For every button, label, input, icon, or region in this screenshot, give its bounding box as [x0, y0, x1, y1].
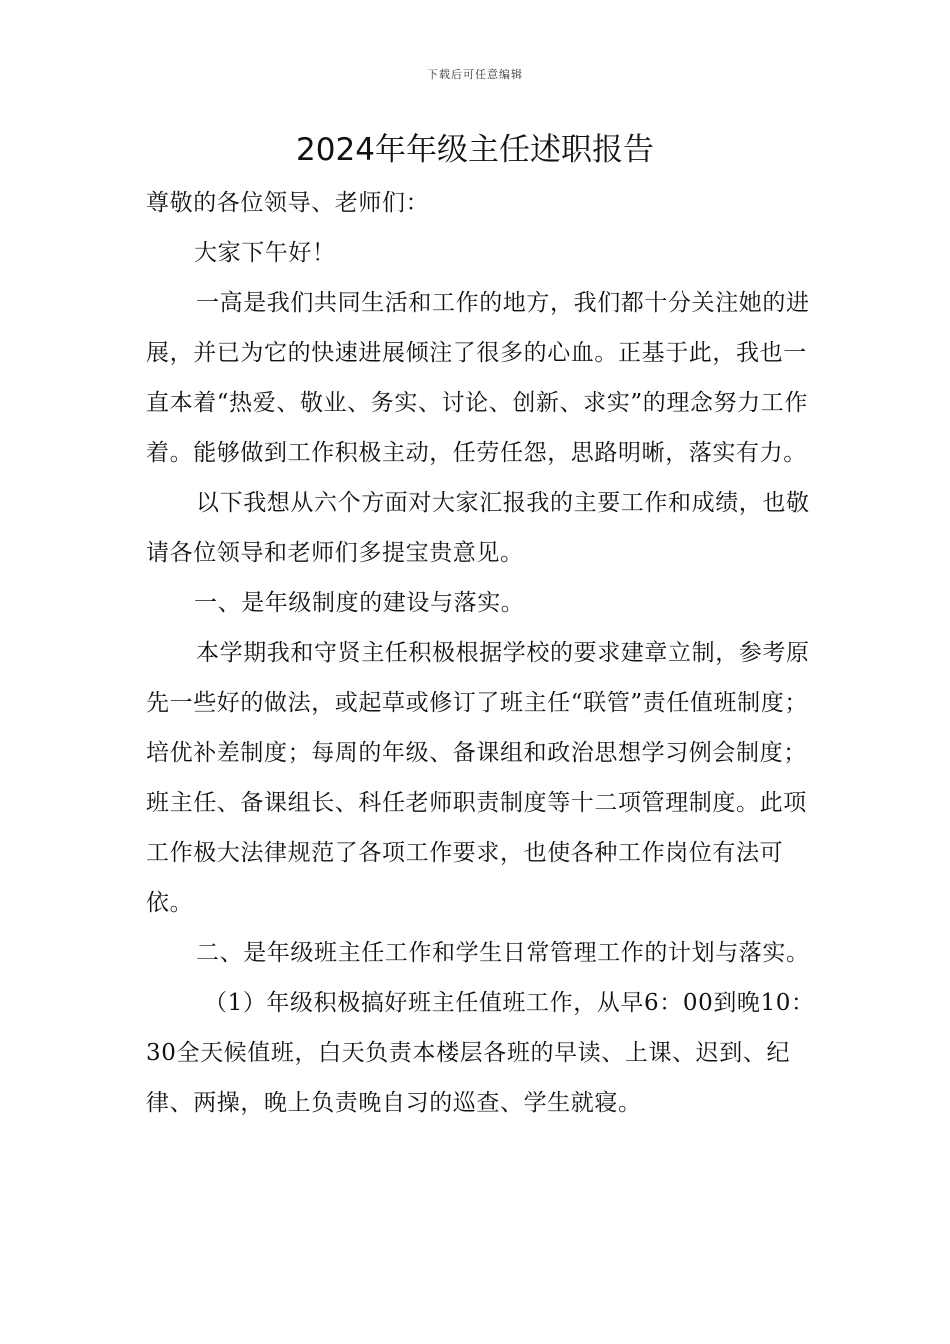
- header-note: 下载后可任意编辑: [427, 68, 523, 81]
- salutation: 尊敬的各位领导、老师们：: [146, 190, 430, 216]
- paragraph-section-2-item-1: （1）年级积极搞好班主任值班工作，从早6：00到晚10：30全天候值班，白天负责本楼层各班的早读、上课、迟到、纪律、两操，晚上负责晚自习的巡查、学生就寝。: [146, 990, 815, 1116]
- section-heading-2: 二、是年级班主任工作和学生日常管理工作的计划与落实。: [196, 940, 810, 966]
- paragraph-intro: 一高是我们共同生活和工作的地方，我们都十分关注她的进展，并已为它的快速进展倾注了很多的心血。正基于此，我也一直本着“热爱、敬业、务实、讨论、创新、求实”的理念努力工作着。能够做到工作积极主动，任劳任怨，思路明晰，落实有力。: [146, 290, 810, 466]
- greeting: 大家下午好！: [194, 240, 336, 266]
- paragraph-section-1: 本学期我和守贤主任积极根据学校的要求建章立制，参考原先一些好的做法，或起草或修订了班主任“联管”责任值班制度；培优补差制度；每周的年级、备课组和政治思想学习例会制度；班主任、备课组长、科任老师职责制度等十二项管理制度。此项工作极大法律规范了各项工作要求，也使各种工作岗位有法可依。: [146, 640, 810, 916]
- paragraph-overview: 以下我想从六个方面对大家汇报我的主要工作和成绩，也敬请各位领导和老师们多提宝贵意见。: [146, 490, 810, 566]
- document-body: [146, 178, 816, 1128]
- document-title: 2024年年级主任述职报告: [296, 132, 654, 168]
- section-heading-1: 一、是年级制度的建设与落实。: [194, 590, 525, 616]
